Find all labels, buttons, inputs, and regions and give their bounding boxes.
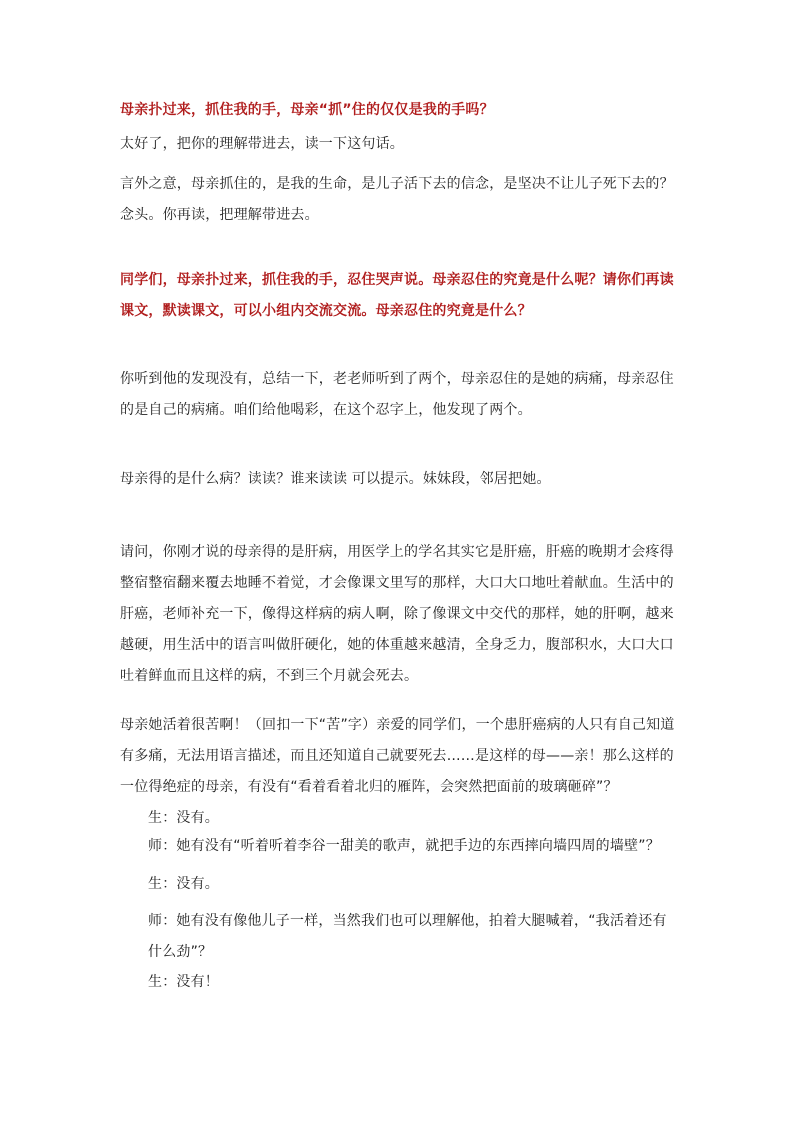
paragraph-what-illness: 母亲得的是什么病？读读？谁来读读 可以提示。妹妹段，邻居把她。 [120,471,551,487]
paragraph-read-again: 太好了，把你的理解带进去，读一下这句话。 [120,136,404,152]
paragraph-liver-cancer: 请问，你刚才说的母亲得的是肝病，用医学上的学名其实它是肝癌，肝癌的晚期才会疼得整宿整宿翻来覆去地睡不着觉，才会像课文里写的那样，大口大口地吐着献血。生活中的肝癌，老师补充一下，像得这样病的病人啊，除了像课文中交代的那样，她的肝啊，越来越硬，用生活中的语言叫做肝硬化，她的体重越来越清，全身乏力，腹部积水，大口大口吐着鲜血而且这样的病，不到三个月就会死去。 [120,544,674,684]
dialogue-student-1: 生：没有。 [148,810,219,826]
paragraph-discovery: 你听到他的发现没有，总结一下，老老师听到了两个，母亲忍住的是她的病痛，母亲忍住的是自己的病痛。咱们给他喝彩，在这个忍字上，他发现了两个。 [120,371,674,418]
dialogue-student-2: 生：没有。 [148,876,219,892]
dialogue-teacher-2: 师：她有没有像他儿子一样，当然我们也可以理解他，拍着大腿喊着，“我活着还有什么劲”？ [148,913,667,960]
highlight-question-endure: 同学们，母亲扑过来，抓住我的手，忍住哭声说。母亲忍住的究竟是什么呢？请你们再读课文，默读课文，可以小组内交流交流。母亲忍住的究竟是什么？ [120,272,674,319]
paragraph-implied-meaning: 言外之意，母亲抓住的，是我的生命，是儿子活下去的信念，是坚决不让儿子死下去的？念头。你再读，把理解带进去。 [120,176,674,223]
dialogue-student-3: 生：没有！ [148,974,219,990]
highlight-question-grasp: 母亲扑过来，抓住我的手，母亲“抓”住的仅仅是我的手吗？ [120,102,494,118]
dialogue-teacher-1: 师：她有没有“听着听着李谷一甜美的歌声，就把手边的东西摔向墙四周的墙壁”？ [148,838,660,854]
paragraph-mother-suffering: 母亲她活着很苦啊！（回扣一下“苦”字）亲爱的同学们，一个患肝癌病的人只有自己知道有多痛，无法用语言描述，而且还知道自己就要死去……是这样的母——亲！那么这样的一位得绝症的母亲，有没有“看着看着北归的雁阵，会突然把面前的玻璃砸碎”？ [120,717,675,795]
